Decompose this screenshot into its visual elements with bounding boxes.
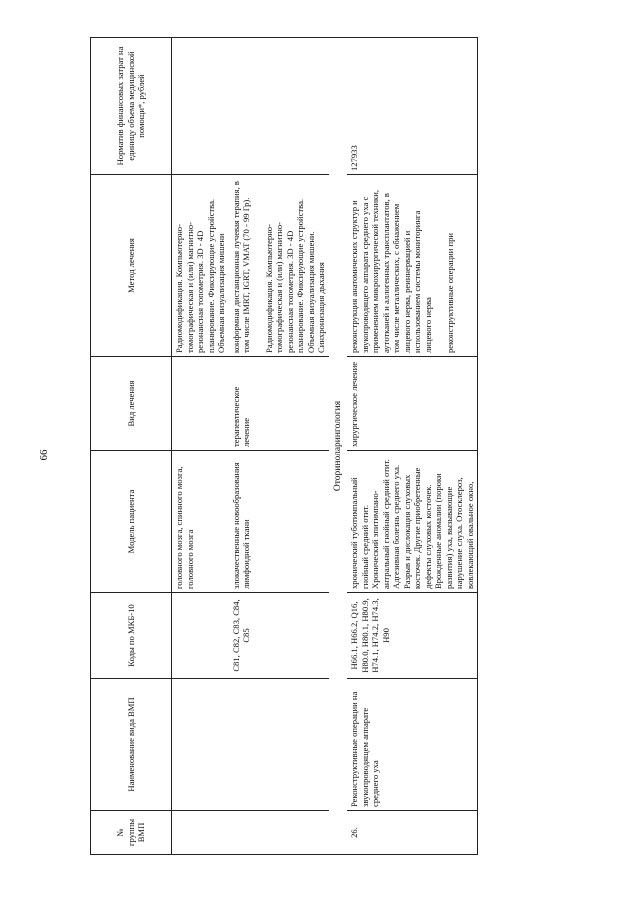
page-number: 66: [38, 449, 50, 461]
section-title: Оториноларингология: [329, 38, 348, 855]
cell-method: [229, 175, 329, 357]
cell-codes: H66.1, H66.2, Q16, H80.0, H80.1, H80.9, H74.1, H74.2, H74.3, H90: [347, 593, 478, 679]
cell-codes: C81, C82, C83, C84, C85: [229, 593, 329, 679]
vmp-table: [90, 37, 478, 855]
cell-method: Радиомодификация. Компьютерно-томографическая и (или) магнитно-резонансная топометрия. 3D - 4D планирование. Фиксирующие устройства. Объемная визуализация мишени: [172, 175, 229, 357]
header-type: Вид лечения: [91, 357, 172, 451]
table-row: [172, 38, 229, 855]
table-row: [229, 38, 329, 855]
cell-name: Реконструктивные операции на звукопроводящем аппарате среднего уха: [347, 679, 478, 811]
cell-type: хирургическое лечение: [347, 357, 478, 451]
method-text: конформная дистанционная лучевая терапия, в том числе IMRT, IGRT, VMAT (70 - 99 Гр).: [230, 181, 251, 353]
header-method: Метод лечения: [91, 175, 172, 357]
header-group: № группы ВМП: [91, 811, 172, 855]
header-model: Модель пациента: [91, 451, 172, 593]
method-text: Радиомодификация. Компьютерно-томографическая и (или) магнитно-резонансная топометрия. 3D - 4D планирование. Фиксирующие устройства. Объемная визуализация мишени. Синхронизация дыхания: [263, 198, 326, 353]
method-text: реконструкция анатомических структур и звукопроводящего аппарата среднего уха с применением микрохирургической техники, аутотканей и аллогенных трансплантатов, в том числе металлических, с обнажением лицевого нерва, реиннервацией и использованием системы мониторинга лицевого нерва: [349, 190, 433, 353]
cell-norm: 127933: [347, 38, 478, 175]
cell-model: хронический туботимпальный гнойный средний отит. Хронический эпитимпано-антральный гнойный средний отит. Адгезивная болезнь среднего уха. Разрыв и дислокация слуховых косточек. Другие приобретенные дефекты слуховых косточек. Врожденные аномалии (пороки развития) уха, вызывающие нарушение слуха. Отосклероз, вовлекающий овальное окно,: [347, 451, 478, 593]
method-text: реконструктивные операции при: [445, 233, 455, 353]
cell-method: [347, 175, 478, 357]
header-norm: Норматив финансовых затрат на единицу объема медицинской помощи*, рублей: [91, 38, 172, 175]
section-row: [329, 38, 348, 855]
header-name: Наименование вида ВМП: [91, 679, 172, 811]
cell-type: терапевтическое лечение: [229, 357, 329, 451]
header-codes: Коды по МКБ-10: [91, 593, 172, 679]
cell-group: 26.: [347, 811, 478, 855]
table-row: [347, 38, 478, 855]
table-header-row: [91, 38, 172, 855]
cell-model: головного мозга, спинного мозга, головного мозга: [172, 451, 229, 593]
cell-model: злокачественные новообразования лимфоидной ткани: [229, 451, 329, 593]
